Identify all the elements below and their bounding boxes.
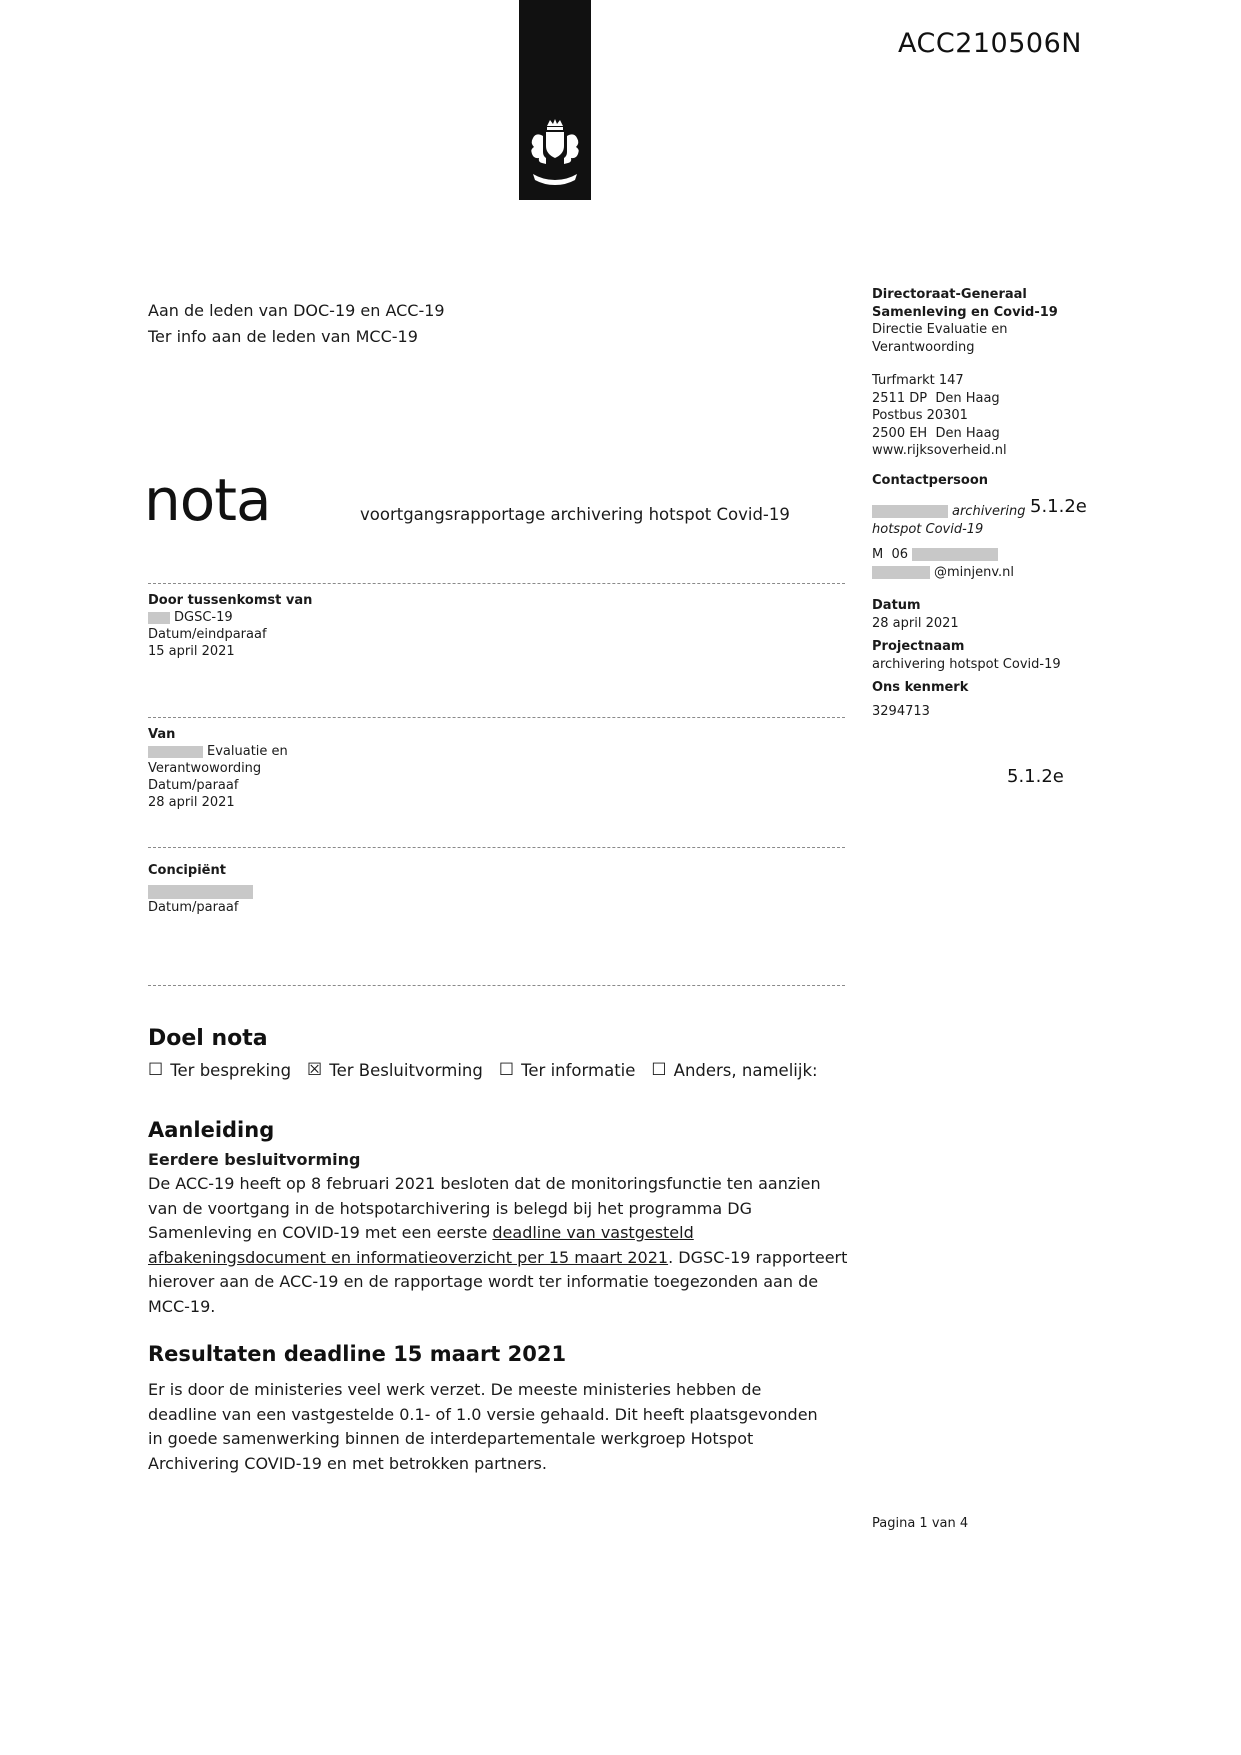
- option-ter-bespreking: [148, 1060, 291, 1080]
- address-line: Postbus 20301: [872, 408, 968, 423]
- via-block: [148, 592, 478, 660]
- dashed-divider: [148, 717, 845, 718]
- option-ter-besluitvorming: [307, 1060, 483, 1080]
- contact-email-line: [872, 564, 1097, 582]
- redaction-block: [912, 548, 998, 561]
- aanleiding-text-underlined: deadline van vastgesteld afbakeningsdocument en informatieoverzicht per 15 maart 2021: [148, 1223, 694, 1267]
- projectnaam-value: archivering hotspot Covid-19: [872, 656, 1061, 672]
- recipient-block: [148, 298, 445, 350]
- van-date-value: 28 april 2021: [148, 795, 235, 810]
- nota-title: nota: [144, 466, 271, 534]
- aanleiding-heading: Aanleiding: [148, 1118, 275, 1142]
- via-value: DGSC-19: [174, 610, 233, 625]
- rijksoverheid-logo-banner: [519, 0, 591, 200]
- concipient-label: Concipiënt: [148, 863, 226, 878]
- van-block: [148, 726, 478, 811]
- option-ter-informatie: [499, 1060, 636, 1080]
- checkbox-icon: ☐: [148, 1060, 164, 1080]
- datum-label: Datum: [872, 598, 921, 613]
- kenmerk-value: 3294713: [872, 703, 930, 719]
- contact-label: Contactpersoon: [872, 472, 989, 488]
- van-value-part2: Verantwowording: [148, 761, 262, 776]
- org-name-line: Directoraat-Generaal: [872, 287, 1027, 302]
- aanleiding-subheading: Eerdere besluitvorming: [148, 1150, 361, 1169]
- rijksoverheid-coat-of-arms-icon: [527, 118, 583, 190]
- concipient-date-label: Datum/paraaf: [148, 900, 239, 915]
- aanleiding-text-after: . DGSC-19 rapporteert hierover aan de ACC-19 en de rapportage wordt ter informatie toegezonden aan de MCC-19.: [148, 1247, 848, 1316]
- checkbox-label: Ter bespreking: [170, 1060, 292, 1080]
- nota-subtitle: voortgangsrapportage archivering hotspot Covid-19: [360, 505, 790, 524]
- redaction-block: [148, 885, 253, 899]
- option-anders: [651, 1060, 817, 1080]
- org-directie-line: Verantwoording: [872, 339, 975, 355]
- checkbox-label: Ter informatie: [521, 1060, 636, 1080]
- website-text: www.rijksoverheid.nl: [872, 443, 1007, 458]
- address-line: Turfmarkt 147: [872, 373, 964, 388]
- dashed-divider: [148, 847, 845, 848]
- dashed-divider: [148, 583, 845, 584]
- kenmerk-label: Ons kenmerk: [872, 680, 969, 695]
- via-value-line: [148, 609, 478, 626]
- redaction-block: [872, 505, 948, 518]
- redaction-block: [872, 566, 930, 579]
- concipient-block: [148, 862, 478, 916]
- via-date-value: 15 april 2021: [148, 644, 235, 659]
- doel-options-row: [148, 1060, 818, 1080]
- van-date-label: Datum/paraaf: [148, 778, 239, 793]
- redaction-block: [148, 746, 203, 758]
- projectnaam-label: Projectnaam: [872, 639, 965, 654]
- aanleiding-paragraph: [148, 1172, 853, 1319]
- page-indicator: Pagina 1 van 4: [872, 1516, 969, 1531]
- redaction-code: 5.1.2e: [1030, 496, 1087, 517]
- via-date-label: Datum/eindparaaf: [148, 627, 267, 642]
- via-label: Door tussenkomst van: [148, 593, 313, 608]
- contact-role-part2: hotspot Covid-19: [872, 521, 984, 537]
- contact-phone-line: [872, 546, 1097, 564]
- redaction-block: [148, 612, 170, 624]
- checkbox-label: Ter Besluitvorming: [329, 1060, 483, 1080]
- phone-prefix: M 06: [872, 547, 909, 562]
- org-name-line: Samenleving en Covid-19: [872, 304, 1058, 320]
- checkbox-icon: ☐: [651, 1060, 667, 1080]
- address-line: 2511 DP Den Haag: [872, 390, 1000, 406]
- email-suffix: @minjenv.nl: [934, 564, 1015, 580]
- aanleiding-text-before: De ACC-19 heeft op 8 februari 2021 besloten dat de monitoringsfunctie ten aanzien van de voortgang in de hotspotarchivering is belegd bij het programma DG Samenleving en COVID-19 met een eerste: [148, 1174, 821, 1242]
- resultaten-heading: Resultaten deadline 15 maart 2021: [148, 1342, 567, 1366]
- dashed-divider: [148, 985, 845, 986]
- van-value-line: [148, 743, 478, 760]
- resultaten-paragraph: Er is door de ministeries veel werk verzet. De meeste ministeries hebben de deadline van een vastgestelde 0.1- of 1.0 versie gehaald. Dit heeft plaatsgevonden in goede samenwerking binnen de interdepartementale werkgroep Hotspot Archivering COVID-19 en met betrokken partners.: [148, 1380, 818, 1473]
- checkbox-checked-icon: ☒: [307, 1060, 323, 1080]
- recipient-line-1: Aan de leden van DOC-19 en ACC-19: [148, 301, 445, 320]
- org-directie-line: Directie Evaluatie en: [872, 322, 1008, 337]
- checkbox-icon: ☐: [498, 1060, 515, 1080]
- doel-heading: Doel nota: [148, 1026, 268, 1051]
- recipient-line-2: Ter info aan de leden van MCC-19: [148, 327, 418, 346]
- contact-role-part1: archivering: [952, 504, 1026, 519]
- datum-value: 28 april 2021: [872, 615, 959, 631]
- document-number: ACC210506N: [898, 28, 1082, 59]
- address-line: 2500 EH Den Haag: [872, 425, 1000, 441]
- van-label: Van: [148, 727, 176, 742]
- van-value-part1: Evaluatie en: [207, 744, 288, 759]
- redaction-code: 5.1.2e: [1007, 766, 1064, 787]
- checkbox-label: Anders, namelijk:: [673, 1060, 818, 1080]
